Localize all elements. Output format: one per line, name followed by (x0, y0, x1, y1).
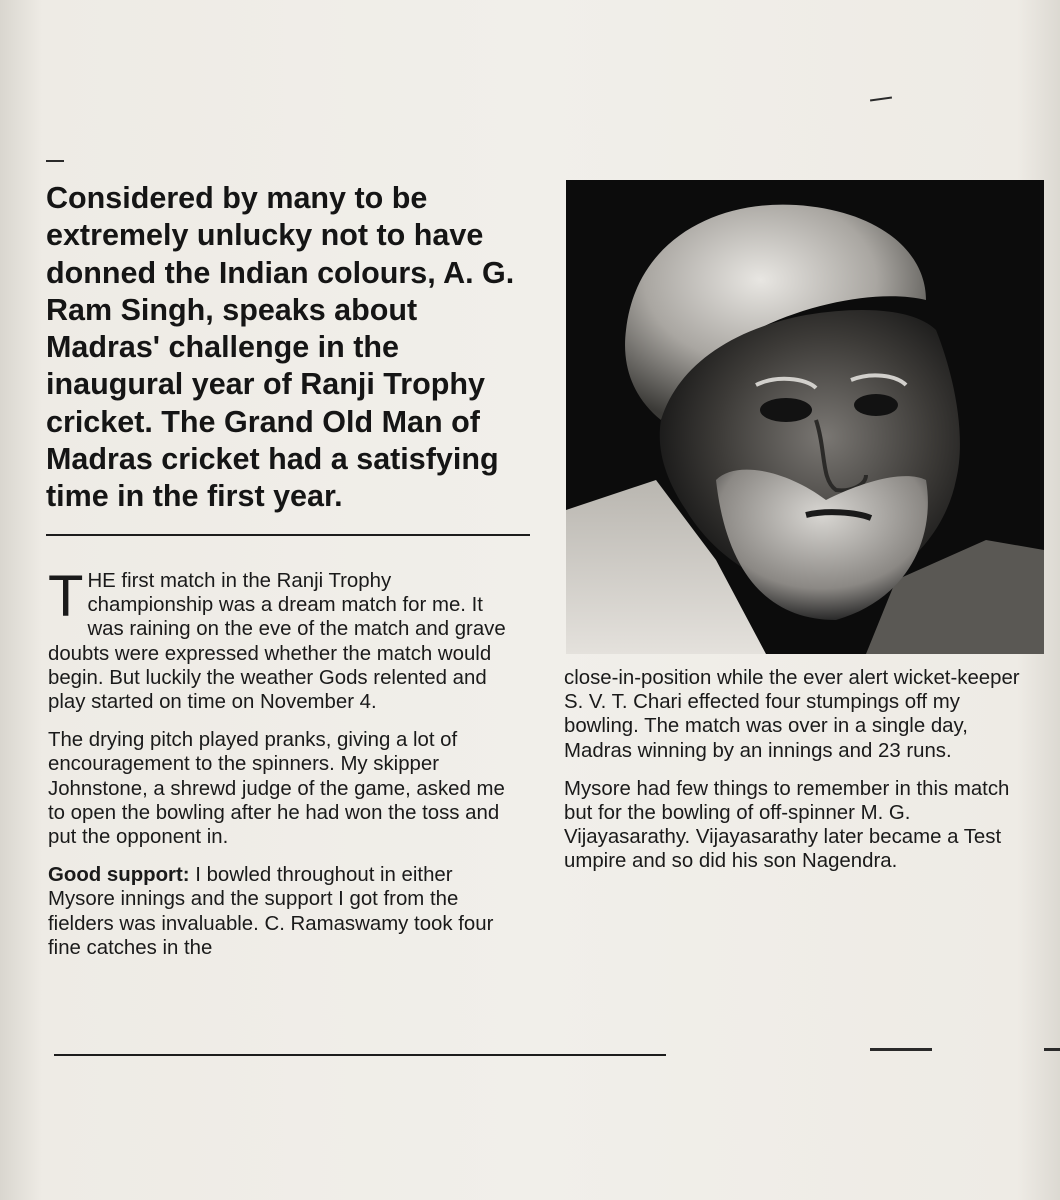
article-left-column (48, 564, 522, 974)
paragraph-3-text: I bowled throughout in either Mysore innings and the support I got from the fielders was invaluable. C. Ramaswamy took four fine catches in the (48, 864, 494, 959)
article-standfirst: Considered by many to be extremely unlucky not to have donned the Indian colours, A. G. Ram Singh, speaks about Madras' challenge in the inaugural year of Ranji Trophy cricket. The Grand Old Man of Madras cricket had a satisfying time in the first year. (46, 181, 515, 514)
portrait-photo (566, 180, 1044, 654)
crop-mark (870, 96, 892, 101)
article-right-column (564, 666, 1034, 888)
crop-mark (46, 160, 64, 162)
portrait-image (566, 180, 1044, 654)
paragraph-1 (48, 564, 522, 714)
paragraph-3 (48, 863, 522, 960)
crosshead: Good support: (48, 864, 190, 887)
paragraph-5: Mysore had few things to remember in this match but for the bowling of off-spinner M. G. Vijayasarathy. Vijayasarathy later became a Test umpire and so did his son Nagendra. (564, 777, 1010, 873)
bottom-rule (54, 1054, 666, 1056)
headline-divider (46, 534, 530, 536)
paragraph-1-text: HE first match in the Ranji Trophy championship was a dream match for me. It was raining on the eve of the match and grave doubts were expressed whether the match would begin. But luckily the weather Gods relented and play started on time on November 4. (48, 570, 506, 714)
crop-mark (870, 1048, 932, 1051)
drop-cap: T (48, 564, 84, 629)
paragraph-2: The drying pitch played pranks, giving a lot of encouragement to the spinners. My skipper Johnstone, a shrewd judge of the game, asked me to open the bowling after he had won the toss and put the opponent in. (48, 729, 505, 849)
crop-mark (1044, 1048, 1060, 1051)
paragraph-4: close-in-position while the ever alert wicket-keeper S. V. T. Chari effected four stumpings off my bowling. The match was over in a single day, Madras winning by an innings and 23 runs. (564, 667, 1020, 762)
